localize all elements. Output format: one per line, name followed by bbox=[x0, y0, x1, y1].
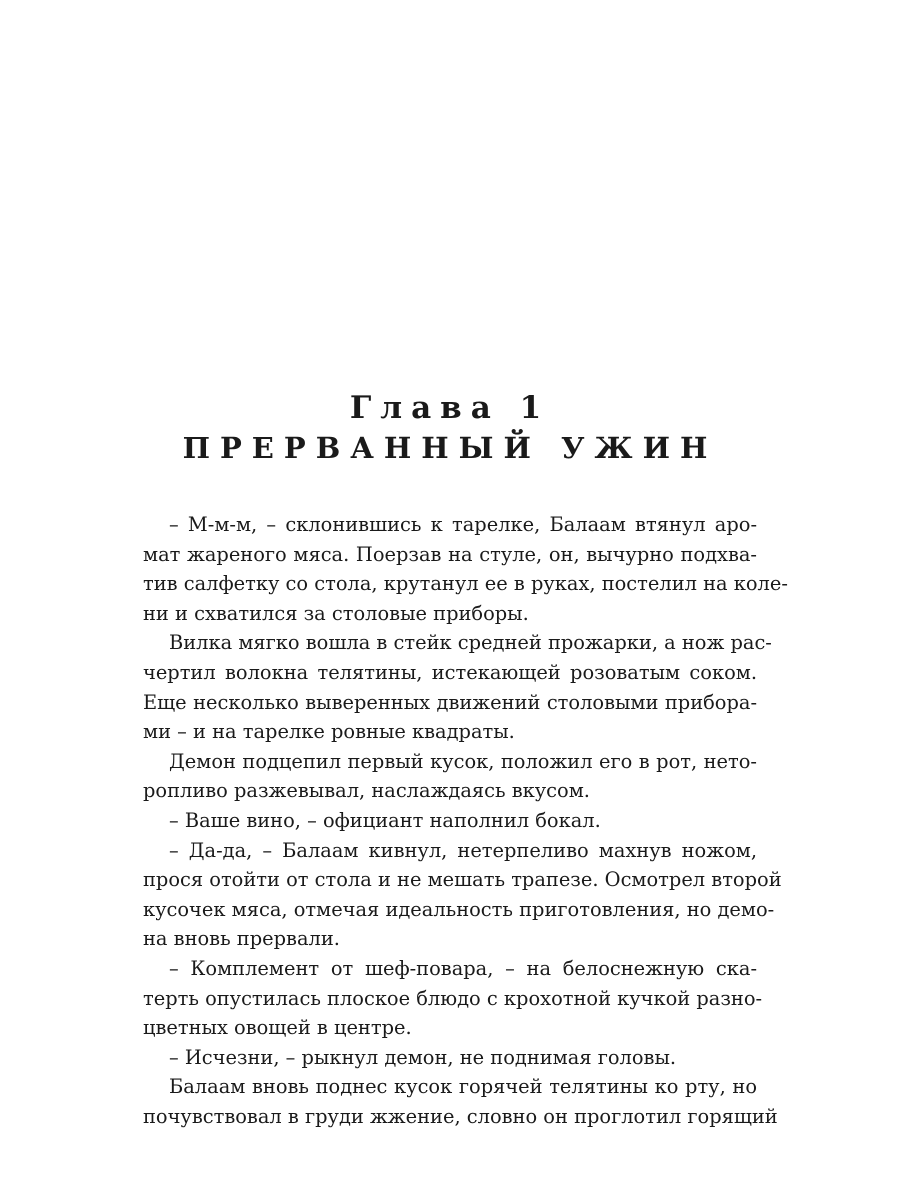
text-line: – М-м-м, – склонившись к тарелке, Балаам втянул аро- bbox=[169, 513, 757, 536]
paragraph bbox=[143, 836, 782, 954]
text-line: Демон подцепил первый кусок, положил его в рот, нето- bbox=[169, 749, 757, 773]
text-line: терть опустилась плоское блюдо с крохотной кучкой разно- bbox=[143, 986, 763, 1010]
text-line: почувствовал в груди жжение, словно он проглотил горящий bbox=[143, 1104, 778, 1128]
paragraph bbox=[143, 1043, 757, 1073]
paragraph bbox=[143, 954, 763, 1043]
text-line: мат жареного мяса. Поерзав на стуле, он, вычурно подхва- bbox=[143, 542, 757, 566]
text-line: – Да-да, – Балаам кивнул, нетерпеливо махнув ножом, bbox=[169, 838, 757, 862]
text-line: – Комплемент от шеф-повара, – на белоснежную ска- bbox=[169, 956, 757, 980]
text-line: Балаам вновь поднес кусок горячей телятины ко рту, но bbox=[169, 1075, 757, 1099]
text-line: кусочек мяса, отмечая идеальность приготовления, но демо- bbox=[143, 897, 775, 921]
paragraph bbox=[143, 628, 772, 746]
chapter-title: ПРЕРВАННЫЙ УЖИН bbox=[182, 431, 718, 465]
paragraph bbox=[143, 747, 757, 806]
book-page bbox=[143, 388, 788, 1131]
paragraph bbox=[143, 1072, 778, 1131]
text-line: ми – и на тарелке ровные квадраты. bbox=[143, 720, 515, 744]
text-line: ни и схватился за столовые приборы. bbox=[143, 601, 529, 625]
text-line: Еще несколько выверенных движений столовыми прибора- bbox=[143, 690, 757, 714]
text-line: ропливо разжевывал, наслаждаясь вкусом. bbox=[143, 779, 590, 803]
paragraph bbox=[143, 806, 757, 836]
chapter-number: Глава 1 bbox=[349, 390, 551, 426]
text-line: тив салфетку со стола, крутанул ее в руках, постелил на коле- bbox=[143, 572, 788, 596]
body-text bbox=[143, 510, 788, 1131]
text-line: Вилка мягко вошла в стейк средней прожарки, а нож рас- bbox=[169, 631, 772, 655]
text-line: – Исчезни, – рыкнул демон, не поднимая головы. bbox=[169, 1045, 677, 1069]
paragraph bbox=[143, 510, 788, 628]
text-line: чертил волокна телятины, истекающей розоватым соком. bbox=[143, 660, 757, 684]
text-line: – Ваше вино, – официант наполнил бокал. bbox=[169, 808, 601, 832]
text-line: цветных овощей в центре. bbox=[143, 1016, 412, 1040]
text-line: на вновь прервали. bbox=[143, 927, 340, 951]
text-line: прося отойти от стола и не мешать трапезе. Осмотрел второй bbox=[143, 868, 782, 892]
